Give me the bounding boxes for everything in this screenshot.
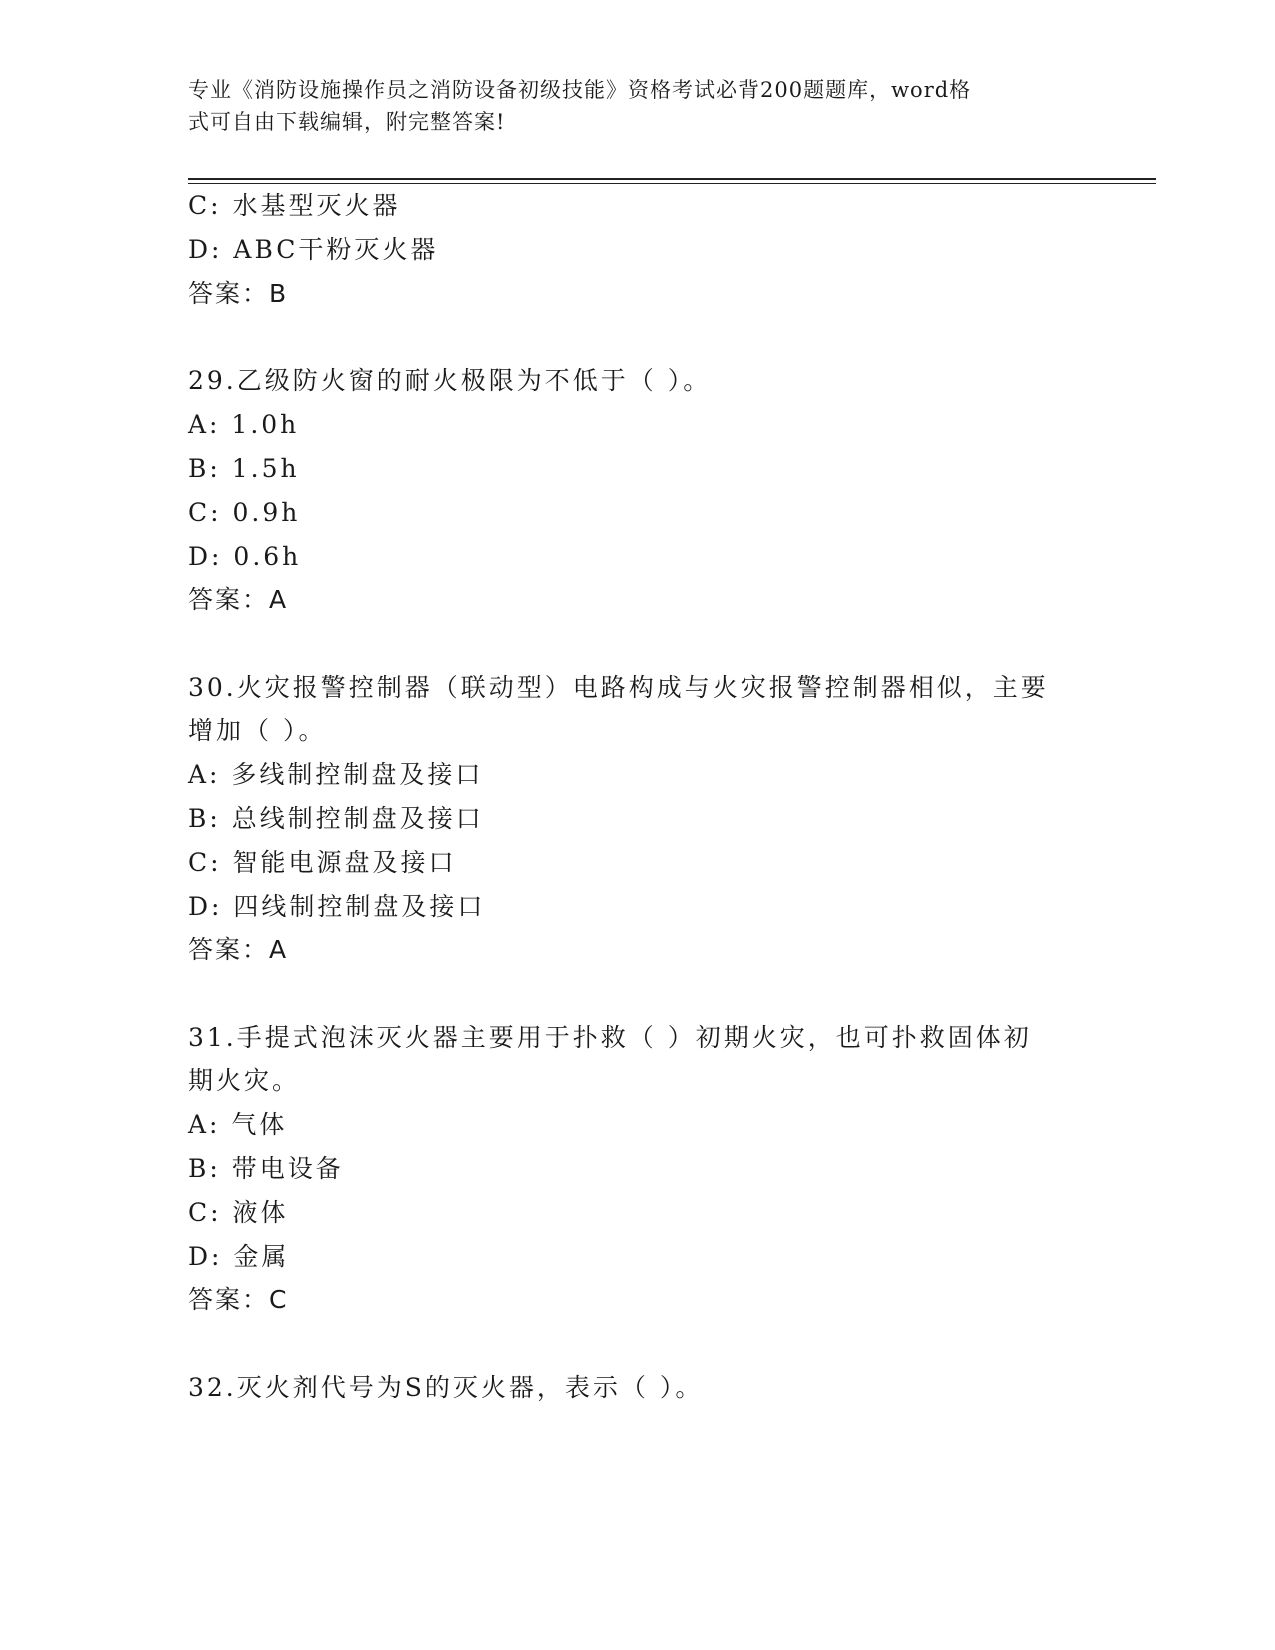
q29-answer: 答案：A <box>188 585 289 614</box>
q30-option-c: C: 智能电源盘及接口 <box>188 848 457 877</box>
prev-option-d: D: ABC干粉灭火器 <box>188 235 439 264</box>
q30-option-b: B: 总线制控制盘及接口 <box>188 804 484 833</box>
q31-option-a: A: 气体 <box>188 1110 288 1139</box>
prev-answer: 答案：B <box>188 279 289 308</box>
q29-option-a: A: 1.0h <box>188 410 300 439</box>
header-line-1: 专业《消防设施操作员之消防设备初级技能》资格考试必背200题题库，word格 <box>188 78 972 102</box>
q31-stem-line-2: 期火灾。 <box>188 1066 301 1095</box>
prev-option-c: C: 水基型灭火器 <box>188 191 401 220</box>
q29-option-d: D: 0.6h <box>188 542 302 571</box>
q30-stem-line-1: 30.火灾报警控制器（联动型）电路构成与火灾报警控制器相似，主要 <box>188 673 1049 702</box>
q29-stem: 29.乙级防火窗的耐火极限为不低于（ ）。 <box>188 366 712 395</box>
q31-option-d: D: 金属 <box>188 1242 290 1271</box>
q31-answer: 答案：C <box>188 1285 289 1314</box>
q29-option-c: C: 0.9h <box>188 498 301 527</box>
q31-stem-line-1: 31.手提式泡沫灭火器主要用于扑救（ ）初期火灾，也可扑救固体初 <box>188 1023 1032 1052</box>
q30-stem-line-2: 增加（ ）。 <box>188 716 327 745</box>
header-line-2: 式可自由下载编辑，附完整答案! <box>188 110 506 134</box>
q31-option-b: B: 带电设备 <box>188 1154 344 1183</box>
q29-option-b: B: 1.5h <box>188 454 300 483</box>
q30-option-d: D: 四线制控制盘及接口 <box>188 892 486 921</box>
header-divider-thin <box>188 183 1156 184</box>
q32-stem: 32.灭火剂代号为S的灭火器，表示（ ）。 <box>188 1373 704 1402</box>
q31-option-c: C: 液体 <box>188 1198 289 1227</box>
header-divider-thick <box>188 178 1156 180</box>
document-header <box>188 74 1068 138</box>
q30-answer: 答案：A <box>188 935 289 964</box>
q30-option-a: A: 多线制控制盘及接口 <box>188 760 484 789</box>
